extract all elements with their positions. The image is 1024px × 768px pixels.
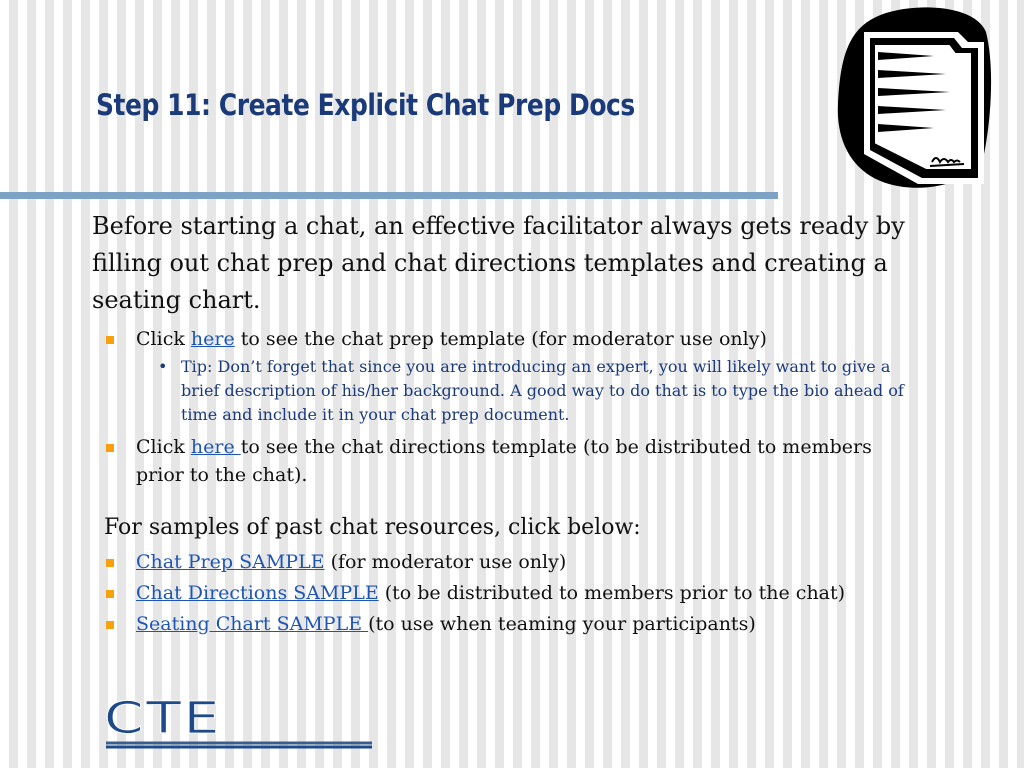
samples-list [92,548,922,638]
list-item [92,325,922,353]
square-bullet-icon [106,621,114,629]
template-list [92,325,922,489]
item-prefix: Click [136,328,191,350]
item-suffix: (to use when teaming your participants) [368,613,756,635]
title-divider [0,192,778,199]
list-item [92,433,922,489]
list-item [92,548,922,576]
slide-title: Step 11: Create Explicit Chat Prep Docs [96,88,635,122]
list-item [92,610,922,638]
tip-item [92,355,922,427]
tip-text: Tip: Don’t forget that since you are introducing an expert, you will likely want to give a brief description of his/her background. A good way to do that is to type the bio ahead of time and include it in your chat prep document. [181,357,904,424]
chat-prep-template-link[interactable]: here [190,328,235,350]
chat-prep-sample-link[interactable]: Chat Prep SAMPLE [136,551,325,573]
item-suffix: to see the chat prep template (for moderator use only) [234,328,767,350]
item-suffix: (for moderator use only) [324,551,567,573]
item-prefix: Click [136,436,191,458]
item-suffix: (to be distributed to members prior to the chat) [378,582,846,604]
chat-directions-sample-link[interactable]: Chat Directions SAMPLE [136,582,379,604]
square-bullet-icon [106,590,114,598]
logo-text: CTE [104,697,222,744]
chat-directions-template-link[interactable]: here [190,436,241,458]
cte-logo [104,697,376,755]
square-bullet-icon [106,336,114,344]
intro-text: Before starting a chat, an effective facilitator always gets ready by filling out chat prep and chat directions templates and creating a seating chart. [92,212,905,314]
list-item [92,579,922,607]
item-suffix: to see the chat directions template (to be distributed to members prior to the chat). [136,436,872,486]
document-clipart-icon [834,4,994,194]
square-bullet-icon [106,559,114,567]
slide-body [92,208,922,638]
samples-section [92,511,922,638]
samples-heading: For samples of past chat resources, click below: [104,515,641,540]
square-bullet-icon [106,444,114,452]
seating-chart-sample-link[interactable]: Seating Chart SAMPLE [136,613,369,635]
dot-bullet-icon: • [158,357,168,376]
